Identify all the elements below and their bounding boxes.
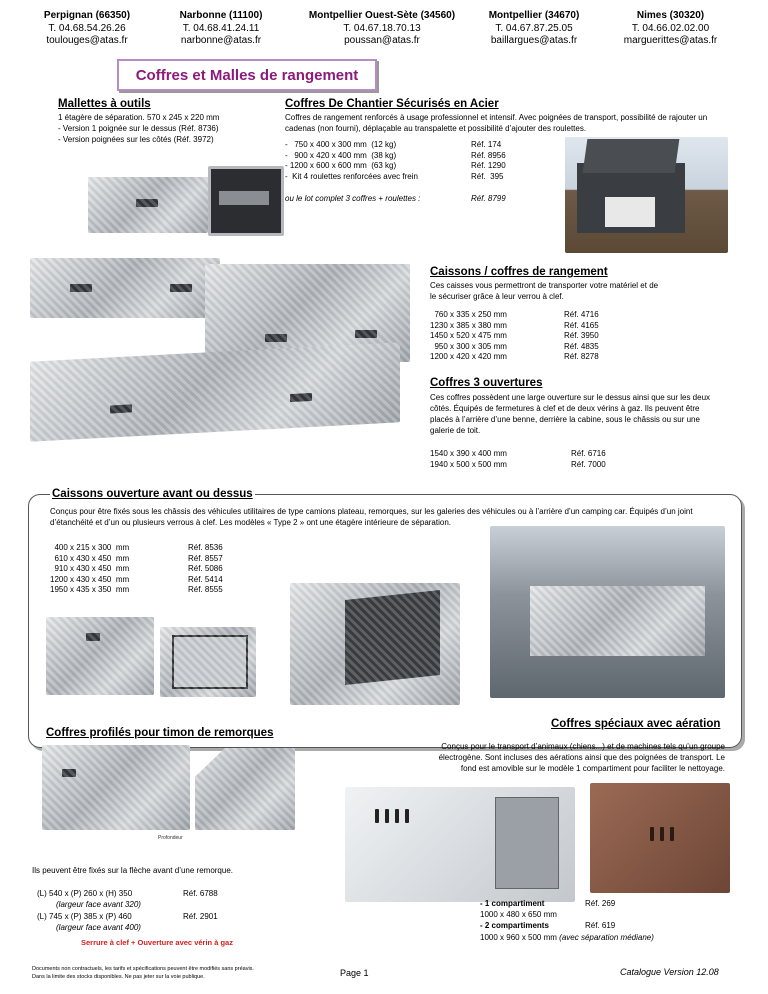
trois-refs: Réf. 6716 Réf. 7000 [571,449,606,469]
profiles-fixed: Ils peuvent être fixés sur la flèche avant d’une remorque. [32,866,233,875]
front-box-open-photo [160,627,256,697]
store-email-link[interactable]: marguerittes@atas.fr [623,35,718,46]
ouverture-sizes: 400 x 215 x 300 mm 610 x 430 x 450 mm 910 x 430 x 450 mm 1200 x 430 x 450 mm 1950 x 435 x 350 mm [50,543,130,594]
trois-sizes: 1540 x 390 x 400 mm 1940 x 500 x 500 mm [430,449,507,469]
top-box-photo [290,583,460,705]
profiles-item1: (L) 540 x (P) 260 x (H) 350 [37,889,133,898]
page-number: Page 1 [340,968,369,978]
alu-3-opening-photo [30,342,400,441]
page-title: Coffres et Malles de rangement [117,59,377,91]
profiles-item2-note: (largeur face avant 400) [56,923,141,932]
chantier-desc: Coffres de rangement renforcés à usage professionnel et intensif. Avec poignées de transport, possibilité de rajouter un cadenas (non fourni), déplaçable au transpalette et possibilité d’ajouter des roulettes. [285,113,708,133]
speciaux-c1: - 1 compartiment [480,899,545,908]
ouverture-desc: Conçus pour être fixés sous les châssis des véhicules utilitaires de type camions plateau, remorques, sur les galeries des véhicules ou à l’arrière d’un camping car. Équipés d’un joint d’étanchéité et d’un ou plusieurs verrous à clef. Les modèles « Type 2 » ont une étagère intérieure de séparation. [50,507,693,527]
store-montpellier-ouest: Montpellier Ouest-Sète (34560) T. 04.67.18.70.13 poussan@atas.fr [292,10,472,48]
speciaux-desc: Conçus pour le transport d’animaux (chiens...) et de machines tels qu’un groupe électrogène. Sont incluses des aérations ainsi que des poignées de transport. Le fond est amovible sur le modèle 1 compartiment pour faciliter le nettoyage. [438,742,725,773]
chantier-sizes: - 750 x 400 x 300 mm (12 kg) - 900 x 420 x 400 mm (38 kg) - 1200 x 600 x 600 mm (63 kg) - Kit 4 roulettes renforcées avec frein [285,140,418,181]
footer-disclaimer: Documents non contractuels, les tarifs et spécifications peuvent être modifiés sans préavis. Dans la limite des stocks disponibles. Ne pas jeter sur la voie publique. [32,966,254,980]
profiles-item1-note: (largeur face avant 320) [56,900,141,909]
store-email-link[interactable]: narbonne@atas.fr [180,35,262,46]
toolbox-photo [88,177,208,233]
trois-desc: Ces coffres possèdent une large ouverture sur le dessus ainsi que sur les deux côtés. Équipés de fermetures à clef et de deux vérins à gaz. Ils peuvent être placés à l’arrière d’une benne, derrière la cabine, sous le châssis ou sur une galerie de toit. [430,393,711,435]
store-montpellier: Montpellier (34670) T. 04.67.87.25.05 baillargues@atas.fr [470,10,598,48]
profiles-heading: Coffres profilés pour timon de remorques [46,727,274,739]
ouverture-refs: Réf. 8536 Réf. 8557 Réf. 5086 Réf. 5414 Réf. 8555 [188,543,223,594]
trois-heading: Coffres 3 ouvertures [430,377,543,389]
store-email-link[interactable]: baillargues@atas.fr [490,35,578,46]
caissons-sizes: 760 x 335 x 250 mm 1230 x 385 x 380 mm 1450 x 520 x 475 mm 950 x 300 x 305 mm 1200 x 420 x 420 mm [430,310,507,361]
speciaux-c1-ref: Réf. 269 [585,899,616,908]
speciaux-c2-ref: Réf. 619 [585,921,616,930]
store-email-link[interactable]: poussan@atas.fr [344,35,420,46]
chantier-lot-ref: Réf. 8799 [471,194,506,203]
catalogue-version: Catalogue Version 12.08 [620,967,719,977]
chantier-lot: ou le lot complet 3 coffres + roulettes : [285,194,421,203]
store-perpignan: Perpignan (66350) T. 04.68.54.26.26 toulouges@atas.fr [28,10,146,48]
speciaux-c2: - 2 compartiments [480,921,549,930]
toolbox-open-photo [208,166,284,236]
alu-box-photo [30,258,220,318]
store-nimes: Nimes (30320) T. 04.66.02.02.00 marguerittes@atas.fr [603,10,738,48]
speciaux-c1-size: 1000 x 480 x 650 mm [480,910,557,919]
profiled-box-photo [42,745,190,830]
chantier-heading: Coffres De Chantier Sécurisés en Acier [285,98,499,110]
caissons-heading: Caissons / coffres de rangement [430,266,608,278]
store-email-link[interactable]: toulouges@atas.fr [46,35,128,46]
front-box-photo [46,617,154,695]
store-narbonne: Narbonne (11100) T. 04.68.41.24.11 narbonne@atas.fr [162,10,280,48]
profiles-item2: (L) 745 x (P) 385 x (P) 460 [37,912,132,921]
caissons-desc: Ces caisses vous permettront de transporter votre matériel et de le sécuriser grâce à leur verrou à clef. [430,281,659,301]
ouverture-heading: Caissons ouverture avant ou dessus [52,488,253,500]
profiles-note-red: Serrure à clef + Ouverture avec vérin à gaz [81,938,233,947]
caissons-refs: Réf. 4716 Réf. 4165 Réf. 3950 Réf. 4835 Réf. 8278 [564,310,599,361]
dog-box-photo [345,787,575,902]
pickup-box-photo [490,526,725,698]
brown-box-photo [590,783,730,893]
mallettes-lines: 1 étagère de séparation. 570 x 245 x 220 mm - Version 1 poignée sur le dessus (Réf. 8736) - Version poignées sur les côtés (Réf. 3972) [58,113,220,144]
chantier-refs: Réf. 174 Réf. 8956 Réf. 1290 Réf. 395 [471,140,506,181]
profiles-item1-ref: Réf. 6788 [183,889,218,898]
profondeur-label: Profondeur [158,835,183,841]
speciaux-c2-size-line: 1000 x 960 x 500 mm (avec séparation médiane) [480,933,654,942]
profiled-box-open-photo [195,748,295,830]
steel-box-photo [565,137,728,253]
mallettes-heading: Mallettes à outils [58,98,151,110]
profiles-item2-ref: Réf. 2901 [183,912,218,921]
speciaux-heading: Coffres spéciaux avec aération [551,718,721,730]
